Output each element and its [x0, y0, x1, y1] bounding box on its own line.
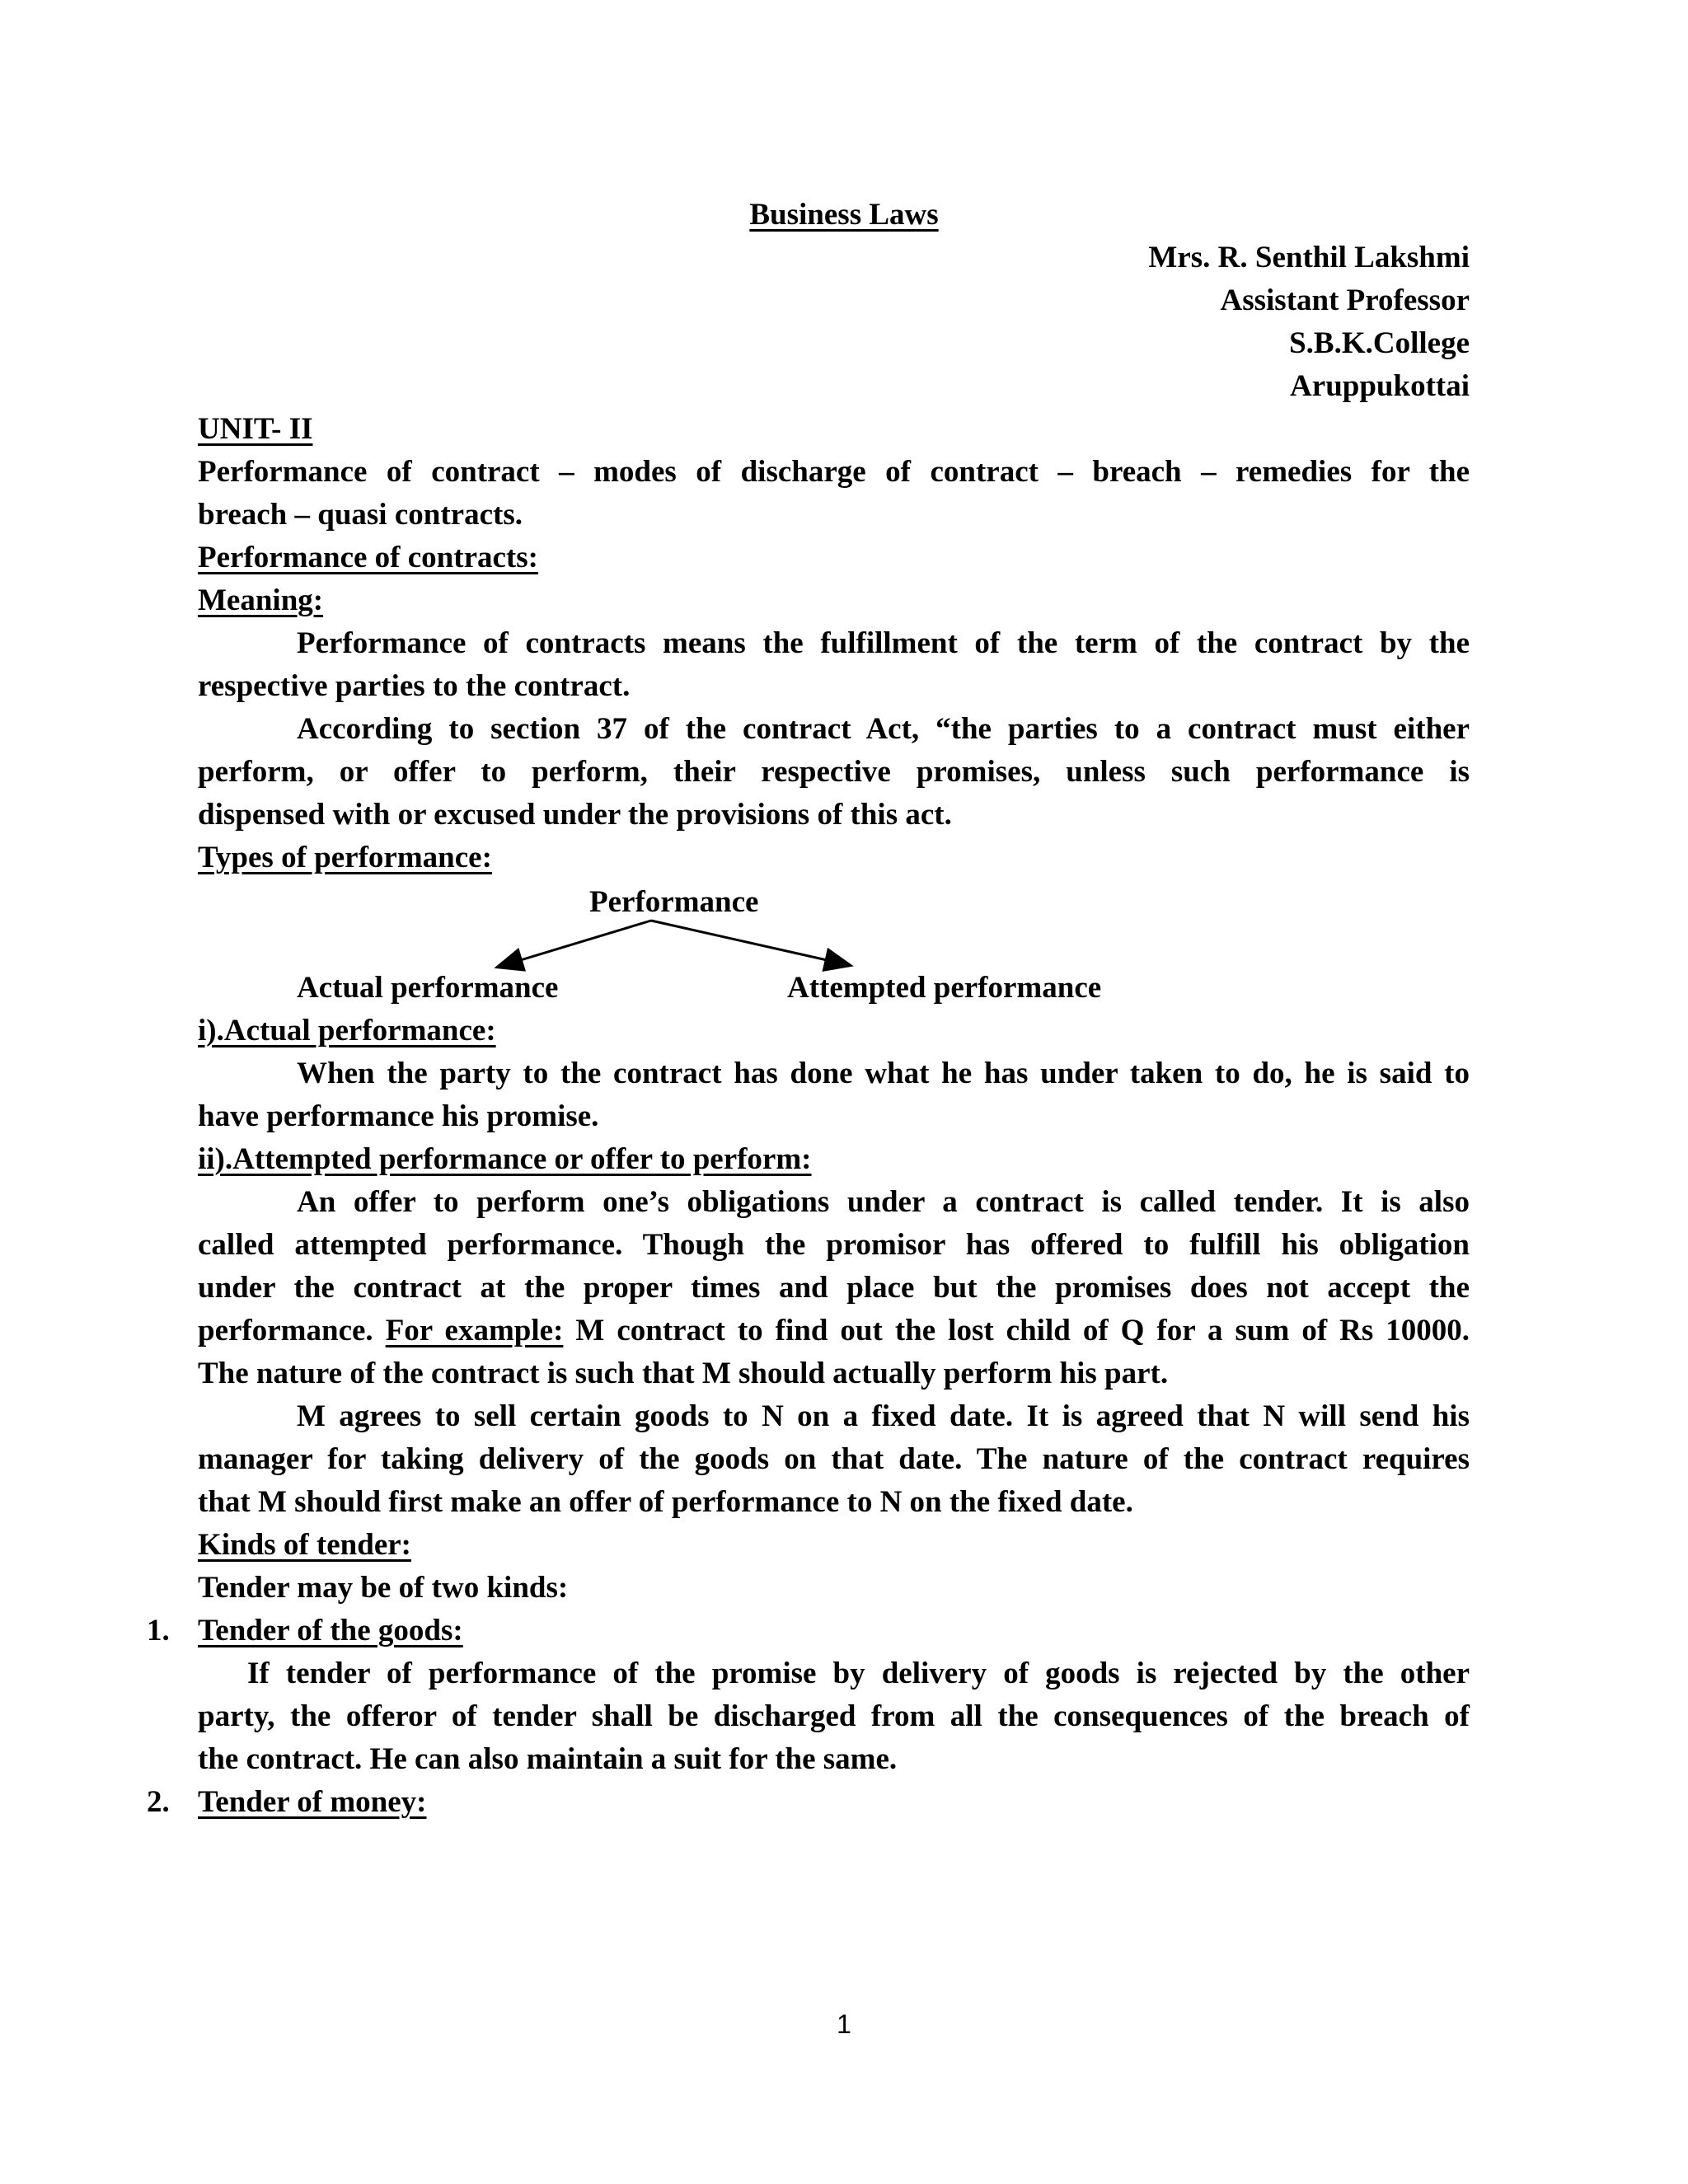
- actual-line-1: When the party to the contract has done what he has under taken to do, he is said to: [297, 1057, 1470, 1090]
- attempted-line-2: called attempted performance. Though the promisor has offered to fulfill his obligation: [198, 1228, 1470, 1262]
- attempted-heading-text: ii).Attempted performance or offer to perform:: [198, 1142, 812, 1176]
- attempted-line-4: [198, 1312, 1470, 1350]
- unit-heading-text: UNIT- II: [198, 412, 313, 446]
- actual-heading-text: i).Actual performance:: [198, 1014, 496, 1047]
- author-name: Mrs. R. Senthil Lakshmi: [1148, 241, 1470, 274]
- tender-item-1-line-3: the contract. He can also maintain a suit for the same.: [198, 1742, 898, 1776]
- syllabus-line-1: Performance of contract – modes of discharge of contract – breach – remedies for the: [198, 455, 1470, 489]
- tender-item-2-title-text: Tender of money:: [198, 1785, 427, 1819]
- tender-item-1-number: 1.: [147, 1614, 170, 1647]
- section-line-3: dispensed with or excused under the provisions of this act.: [198, 798, 952, 832]
- title-text: Business Laws: [749, 198, 939, 232]
- diagram-root-label: Performance: [589, 885, 759, 919]
- attempted-para2-line-2: manager for taking delivery of the goods on that date. The nature of the contract requires: [198, 1442, 1470, 1476]
- author-designation: Assistant Professor: [1220, 284, 1470, 317]
- line4-rest: M contract to find out the lost child of Q for a sum of Rs 10000.: [575, 1314, 1470, 1347]
- tender-intro: Tender may be of two kinds:: [198, 1571, 569, 1605]
- actual-line-2: have performance his promise.: [198, 1099, 599, 1133]
- tender-item-1-title-text: Tender of the goods:: [198, 1614, 463, 1647]
- diagram-left-label: Actual performance: [297, 971, 559, 1005]
- tender-item-2-number: 2.: [147, 1785, 170, 1819]
- college-name: S.B.K.College: [1289, 326, 1470, 360]
- section-line-1: According to section 37 of the contract Act, “the parties to a contract must either: [297, 712, 1470, 746]
- meaning-line-2: respective parties to the contract.: [198, 669, 631, 703]
- actual-heading: [198, 1012, 1470, 1050]
- attempted-line-3: under the contract at the proper times and place but the promises does not accept the: [198, 1271, 1470, 1305]
- line4-prefix: performance.: [198, 1314, 373, 1347]
- diagram-right-arrow: [651, 921, 849, 965]
- diagram-right-label: Attempted performance: [787, 971, 1102, 1005]
- for-example-label: For example:: [385, 1314, 564, 1347]
- tender-item-1-line-1: If tender of performance of the promise by delivery of goods is rejected by the other: [247, 1657, 1470, 1690]
- performance-heading-text: Performance of contracts:: [198, 541, 538, 574]
- meaning-line-1: Performance of contracts means the fulfillment of the term of the contract by the: [297, 626, 1470, 660]
- diagram-left-arrow: [499, 921, 651, 967]
- tender-item-1-line-2: party, the offeror of tender shall be discharged from all the consequences of the breach of: [198, 1699, 1470, 1733]
- tender-item-1-title: [198, 1612, 1470, 1650]
- attempted-line-1: An offer to perform one’s obligations under a contract is called tender. It is also: [297, 1185, 1470, 1219]
- attempted-para2-line-3: that M should first make an offer of performance to N on the fixed date.: [198, 1485, 1133, 1519]
- tender-heading-text: Kinds of tender:: [198, 1528, 411, 1562]
- section-line-2: perform, or offer to perform, their respective promises, unless such performance is: [198, 755, 1470, 789]
- college-place: Aruppukottai: [1290, 369, 1470, 403]
- page-number: 1: [837, 2009, 851, 2039]
- tender-item-2-title: [198, 1783, 1470, 1821]
- attempted-heading: [198, 1141, 1470, 1179]
- meaning-heading-text: Meaning:: [198, 583, 324, 617]
- tender-heading: [198, 1526, 1470, 1564]
- attempted-para2-line-1: M agrees to sell certain goods to N on a fixed date. It is agreed that N will send his: [297, 1399, 1470, 1433]
- syllabus-line-2: breach – quasi contracts.: [198, 498, 523, 532]
- types-heading-text: Types of performance:: [198, 841, 492, 874]
- attempted-line-5: The nature of the contract is such that M should actually perform his part.: [198, 1357, 1169, 1390]
